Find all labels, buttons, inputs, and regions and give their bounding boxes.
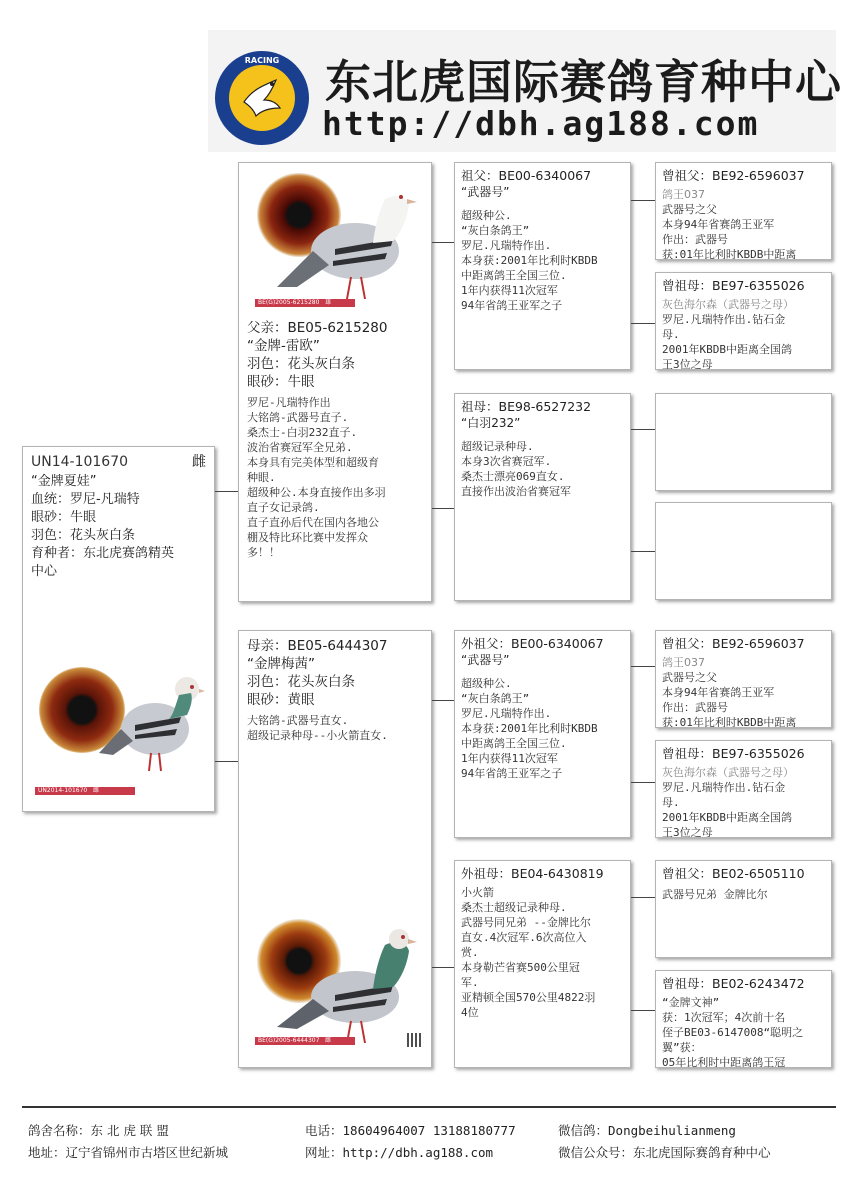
gg1-title: 曾祖父：BE92-6596037: [662, 168, 805, 183]
qr-code-icon: [407, 1033, 421, 1047]
sire-photo: [245, 169, 425, 315]
dam-title: 母亲：BE05-6444307: [247, 638, 388, 654]
connector: [432, 967, 454, 968]
footer-website-link[interactable]: 网址：http://dbh.ag188.com: [305, 1145, 494, 1160]
page-title: 东北虎国际赛鸽育种中心: [325, 55, 842, 109]
connector: [215, 491, 238, 492]
dam-sire-title: 外祖父：BE00-6340067: [461, 636, 604, 651]
sire-pigeon-image: [275, 169, 425, 309]
sire-color: 羽色：花头灰白条: [247, 356, 355, 372]
sire-card: [238, 162, 432, 602]
dam-photo: [245, 915, 425, 1061]
dam-photo-tag: BE(G)2005-6444307 雌: [255, 1037, 355, 1045]
subject-color: 羽色：花头灰白条: [31, 528, 136, 543]
subject-photo: [35, 659, 203, 799]
footer-divider: [22, 1106, 836, 1108]
dam-dam-notes: 小火箭 桑杰士超级记录种母. 武器号同兄弟 --金牌比尔 直女.4次冠军.6次高位入 赏. 本身勒芒省赛500公里冠 军. 亚精顿全国570公里4822羽 4位: [461, 886, 596, 1019]
subject-breeder-cont: 中心: [31, 564, 58, 579]
sire-dam-title: 祖母：BE98-6527232: [461, 399, 592, 414]
club-logo: [214, 50, 310, 146]
connector: [631, 1010, 655, 1011]
gg-sire-dam-card: [655, 272, 832, 370]
subject-breeder: 育种者：东北虎赛鸽精英: [31, 546, 175, 561]
dam-name: “金牌梅茜”: [247, 656, 315, 672]
subject-card: [22, 446, 215, 812]
gg3-notes: 鸽王037 武器号之父 本身94年省赛鸽王亚军 作出：武器号 获:01年比利时KBDB中距离: [662, 656, 797, 728]
subject-header: [31, 453, 206, 471]
dam-color: 羽色：花头灰白条: [247, 674, 355, 690]
subject-sex: 雌: [192, 454, 206, 470]
page-url: http://dbh.ag188.com: [322, 104, 760, 143]
sire-eye: 眼砂：牛眼: [247, 374, 315, 390]
sire-notes: 罗尼-凡瑞特作出 大铭鸽-武器号直子. 桑杰士-白羽232直子. 波治省赛冠军全兄弟. 本身具有完美体型和超级育 种眼. 超级种公.本身直接作出多羽 直子女记录鸽. 直子直孙后代在国内各地公 棚及特比环比赛中发挥众 多！！: [247, 396, 386, 559]
connector: [631, 429, 655, 430]
gg-damdam-dam-card: [655, 970, 832, 1068]
connector: [631, 782, 655, 783]
gg-sire-sire-card: [655, 162, 832, 260]
dam-sire-name: “武器号”: [461, 653, 510, 667]
sire-photo-tag: BE(G)2005-6215280 雄: [255, 299, 355, 307]
subject-name: “金牌夏娃”: [31, 474, 97, 489]
sire-dam-notes: 超级记录种母. 本身3次省赛冠军. 桑杰士漂亮069直女. 直接作出波治省赛冠军: [461, 440, 571, 498]
sire-sire-notes: 超级种公. “灰白条鸽王” 罗尼.凡瑞特作出. 本身获:2001年比利时KBDB 中距离鸽王全国三位. 1年内获得11次冠军 94年省鸽王亚军之子: [461, 209, 598, 312]
dam-eye: 眼砂：黄眼: [247, 692, 315, 708]
gg-dam-sire-card: [655, 630, 832, 728]
connector: [432, 508, 454, 509]
gg6-title: 曾祖母：BE02-6243472: [662, 976, 805, 991]
sire-sire-card: [454, 162, 631, 370]
gg6-notes: “金牌文神” 获：1次冠军；4次前十名 侄子BE03-6147008“聪明之 翼”获： 05年比利时中距离鸽王冠: [662, 996, 804, 1068]
gg-blank-card-1: [655, 393, 832, 491]
dam-notes: 大铭鸽-武器号直女. 超级记录种母--小火箭直女.: [247, 714, 388, 742]
footer-wechat-public: 微信公众号：东北虎国际赛鸽育种中心: [558, 1145, 771, 1160]
gg5-notes: 武器号兄弟 金牌比尔: [662, 888, 768, 901]
subject-eye: 眼砂：牛眼: [31, 510, 97, 525]
sire-title: 父亲：BE05-6215280: [247, 320, 388, 336]
sire-dam-card: [454, 393, 631, 601]
gg3-title: 曾祖父：BE92-6596037: [662, 636, 805, 651]
dam-dam-title: 外祖母：BE04-6430819: [461, 866, 604, 881]
sire-name: “金牌-雷欧”: [247, 338, 320, 354]
dam-pigeon-image: [275, 915, 425, 1055]
footer-loft: 鸽舍名称：东 北 虎 联 盟: [28, 1123, 169, 1138]
connector: [631, 200, 655, 201]
connector: [631, 897, 655, 898]
footer-phone: 电话：18604964007 13188180777: [305, 1123, 516, 1138]
connector: [631, 666, 655, 667]
gg4-notes: 灰色海尔森（武器号之母） 罗尼.凡瑞特作出.钻石金 母. 2001年KBDB中距离全国鸽 王3位之母: [662, 766, 794, 838]
gg2-title: 曾祖母：BE97-6355026: [662, 278, 805, 293]
footer-wechat: 微信鸽：Dongbeihulianmeng: [558, 1123, 736, 1138]
subject-ring: UN14-101670: [31, 454, 129, 470]
subject-photo-tag: UN2014-101670 雌: [35, 787, 135, 795]
gg-blank-card-2: [655, 502, 832, 600]
connector: [432, 242, 454, 243]
gg1-notes: 鸽王037 武器号之父 本身94年省赛鸽王亚军 作出：武器号 获:01年比利时KBDB中距离: [662, 188, 797, 260]
connector: [215, 761, 238, 762]
logo-text-racing: RACING: [244, 56, 280, 65]
gg5-title: 曾祖父：BE02-6505110: [662, 866, 805, 881]
dam-sire-notes: 超级种公. “灰白条鸽王” 罗尼.凡瑞特作出. 本身获:2001年比利时KBDB 中距离鸽王全国三位. 1年内获得11次冠军 94年省鸽王亚军之子: [461, 677, 598, 780]
gg2-notes: 灰色海尔森（武器号之母） 罗尼.凡瑞特作出.钻石金 母. 2001年KBDB中距离全国鸽 王3位之母: [662, 298, 794, 370]
gg-damdam-sire-card: [655, 860, 832, 958]
connector: [432, 700, 454, 701]
connector: [631, 323, 655, 324]
subject-bloodline: 血统：罗尼-凡瑞特: [31, 492, 140, 507]
dam-sire-card: [454, 630, 631, 838]
sire-dam-name: “白羽232”: [461, 416, 521, 430]
dam-dam-card: [454, 860, 631, 1068]
gg4-title: 曾祖母：BE97-6355026: [662, 746, 805, 761]
gg-dam-dam-card: [655, 740, 832, 838]
footer-address: 地址：辽宁省锦州市古塔区世纪新城: [28, 1145, 229, 1160]
connector: [631, 551, 655, 552]
sire-sire-title: 祖父：BE00-6340067: [461, 168, 592, 183]
subject-pigeon-image: [95, 667, 205, 787]
dam-card: [238, 630, 432, 1068]
sire-sire-name: “武器号”: [461, 185, 510, 199]
